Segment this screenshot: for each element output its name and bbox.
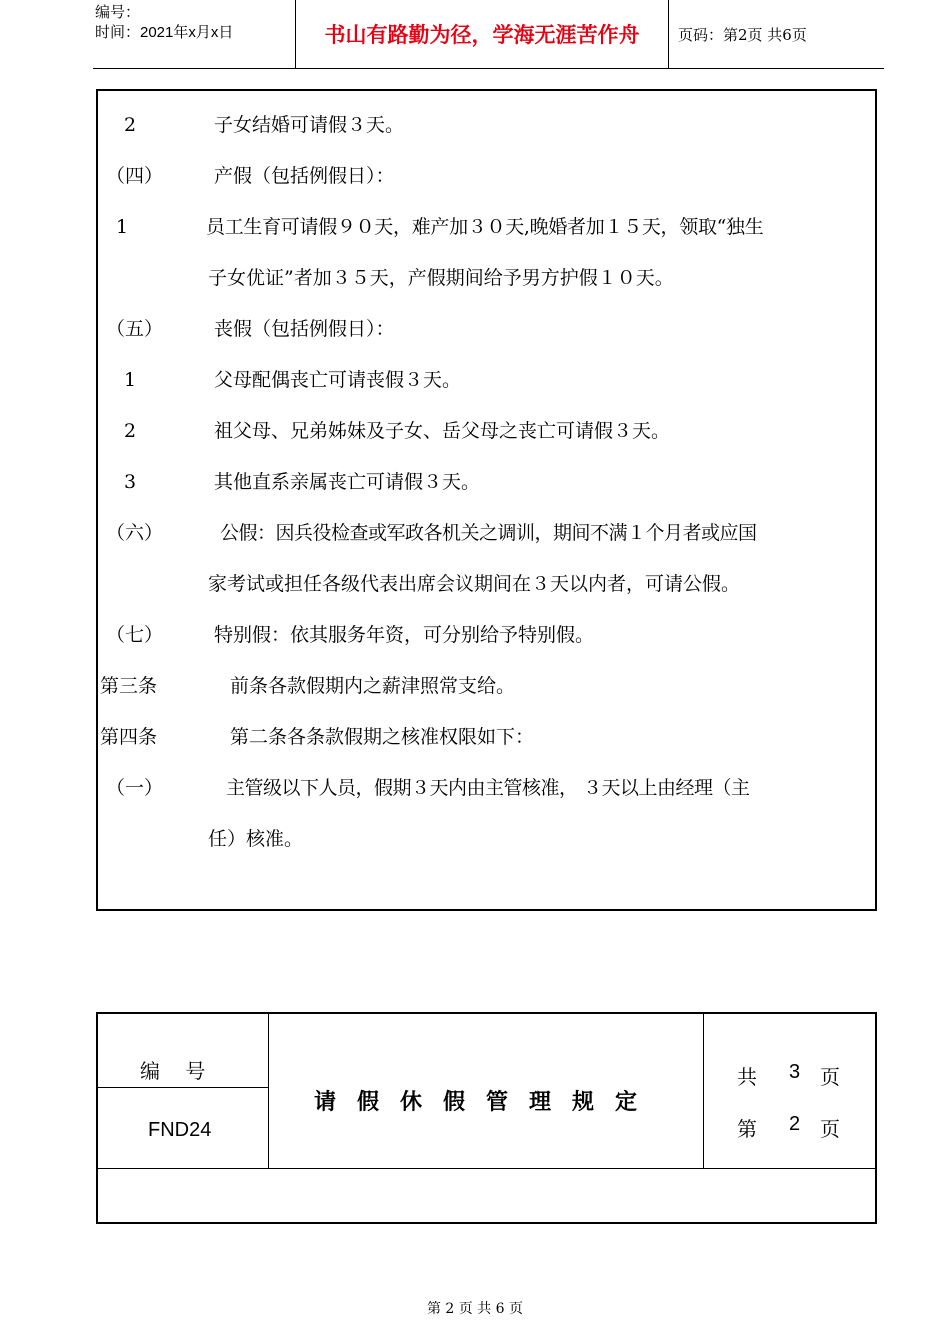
line-text: 前条各款假期内之薪津照常支给。	[230, 675, 516, 697]
header-page-info: 页码：第2页 共6页	[678, 25, 807, 44]
header-divider	[668, 0, 669, 68]
line-text: 子女优证”者加３５天，产假期间给予男方护假１０天。	[208, 267, 674, 289]
line-text: 第二条各条款假期之核准权限如下：	[230, 726, 535, 748]
line-label: 1	[124, 369, 137, 391]
doc-box-divider	[268, 1013, 269, 1169]
line-label: 3	[124, 471, 137, 493]
line-text: 子女结婚可请假３天。	[214, 114, 405, 136]
line-text: 产假（包括例假日）：	[214, 165, 395, 187]
doc-title: 请假休假管理规定	[314, 1090, 659, 1115]
doc-box-divider	[97, 1168, 876, 1169]
doc-info-box	[96, 1012, 877, 1224]
line-label: （五）	[106, 318, 164, 340]
doc-box-divider	[97, 1087, 268, 1088]
doc-total-label: 共	[737, 1065, 757, 1089]
header-slogan: 书山有路勤为径，学海无涯苦作舟	[324, 23, 640, 47]
page-footer: 第 2 页 共 6 页	[426, 1301, 524, 1317]
line-label: 2	[124, 114, 137, 136]
line-label: 2	[124, 420, 137, 442]
line-text: 家考试或担任各级代表出席会议期间在３天以内者，可请公假。	[208, 573, 741, 595]
header-meta	[95, 0, 295, 71]
doc-current-value: 2	[789, 1113, 801, 1135]
line-label: 第四条	[100, 726, 158, 748]
line-text: 主管级以下人员，假期３天内由主管核准， ３天以上由经理（主	[226, 777, 750, 799]
header-code-label: 编号：	[95, 4, 141, 21]
line-text: 员工生育可请假９０天，难产加３０天,晚婚者加１５天，领取“独生	[206, 216, 764, 238]
doc-total-unit: 页	[820, 1065, 840, 1089]
line-text: 父母配偶丧亡可请丧假３天。	[214, 369, 462, 391]
line-label: （一）	[106, 777, 164, 799]
doc-current-label: 第	[737, 1117, 757, 1141]
doc-total-value: 3	[789, 1061, 801, 1083]
header-time-label: 时间：2021年x月x日	[95, 24, 234, 41]
line-label: 第三条	[100, 675, 158, 697]
line-text: 任）核准。	[208, 828, 304, 850]
line-label: （四）	[106, 165, 164, 187]
line-text: 丧假（包括例假日）：	[214, 318, 395, 340]
doc-box-divider	[703, 1013, 704, 1169]
line-label: （七）	[106, 624, 164, 646]
doc-code-label: 编 号	[140, 1059, 206, 1083]
header-divider	[295, 0, 296, 68]
line-text: 公假：因兵役检查或军政各机关之调训，期间不满１个月者或应国	[220, 522, 757, 544]
line-text: 特别假：依其服务年资，可分别给予特别假。	[214, 624, 595, 646]
line-text: 其他直系亲属丧亡可请假３天。	[214, 471, 481, 493]
header-rule	[93, 68, 884, 69]
doc-current-unit: 页	[820, 1117, 840, 1141]
line-text: 祖父母、兄弟姊妹及子女、岳父母之丧亡可请假３天。	[214, 420, 671, 442]
line-label: （六）	[106, 522, 164, 544]
doc-code-value: FND24	[148, 1119, 212, 1141]
line-label: 1	[116, 216, 129, 238]
